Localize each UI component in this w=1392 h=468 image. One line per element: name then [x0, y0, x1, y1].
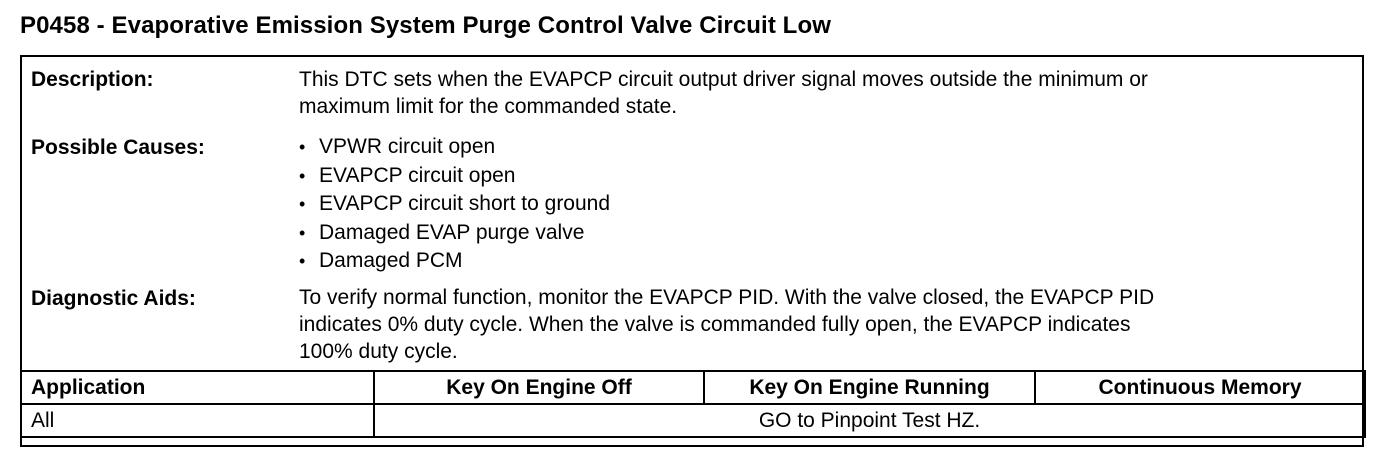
cause-item: • EVAPCP circuit open [299, 162, 610, 191]
column-header-koer: Key On Engine Running [704, 371, 1035, 404]
diagnostic-aids-line: To verify normal function, monitor the EVAPCP PID. With the valve closed, the EVAPCP PID [299, 286, 1155, 309]
page-title: P0458 - Evaporative Emission System Purge Control Valve Circuit Low [20, 12, 831, 39]
possible-causes-label: Possible Causes: [31, 136, 205, 159]
table-header-row [21, 371, 1365, 404]
cause-item: • Damaged PCM [299, 247, 610, 276]
dtc-info-box [20, 55, 1364, 447]
description-text [299, 66, 1148, 120]
column-header-koeo: Key On Engine Off [374, 371, 704, 404]
description-line: This DTC sets when the EVAPCP circuit output driver signal moves outside the minimum or [299, 68, 1148, 91]
cause-item: • Damaged EVAP purge valve [299, 219, 610, 248]
column-header-application: Application [21, 371, 374, 404]
diagnostic-aids-line: indicates 0% duty cycle. When the valve is commanded fully open, the EVAPCP indicates [299, 313, 1131, 336]
table-row [21, 404, 1365, 437]
description-label: Description: [31, 68, 154, 91]
application-table [20, 370, 1366, 438]
possible-causes-list [299, 133, 610, 276]
diagnostic-aids-line: 100% duty cycle. [299, 340, 458, 363]
cause-item: • VPWR circuit open [299, 133, 610, 162]
pinpoint-test-cell: GO to Pinpoint Test HZ. [374, 404, 1365, 437]
column-header-continuous-memory: Continuous Memory [1035, 371, 1365, 404]
diagnostic-aids-text [299, 284, 1154, 365]
possible-causes-list-wrap [299, 133, 610, 276]
description-line: maximum limit for the commanded state. [299, 95, 678, 118]
diagnostic-aids-label: Diagnostic Aids: [31, 287, 196, 310]
application-cell: All [21, 404, 374, 437]
cause-item: • EVAPCP circuit short to ground [299, 190, 610, 219]
